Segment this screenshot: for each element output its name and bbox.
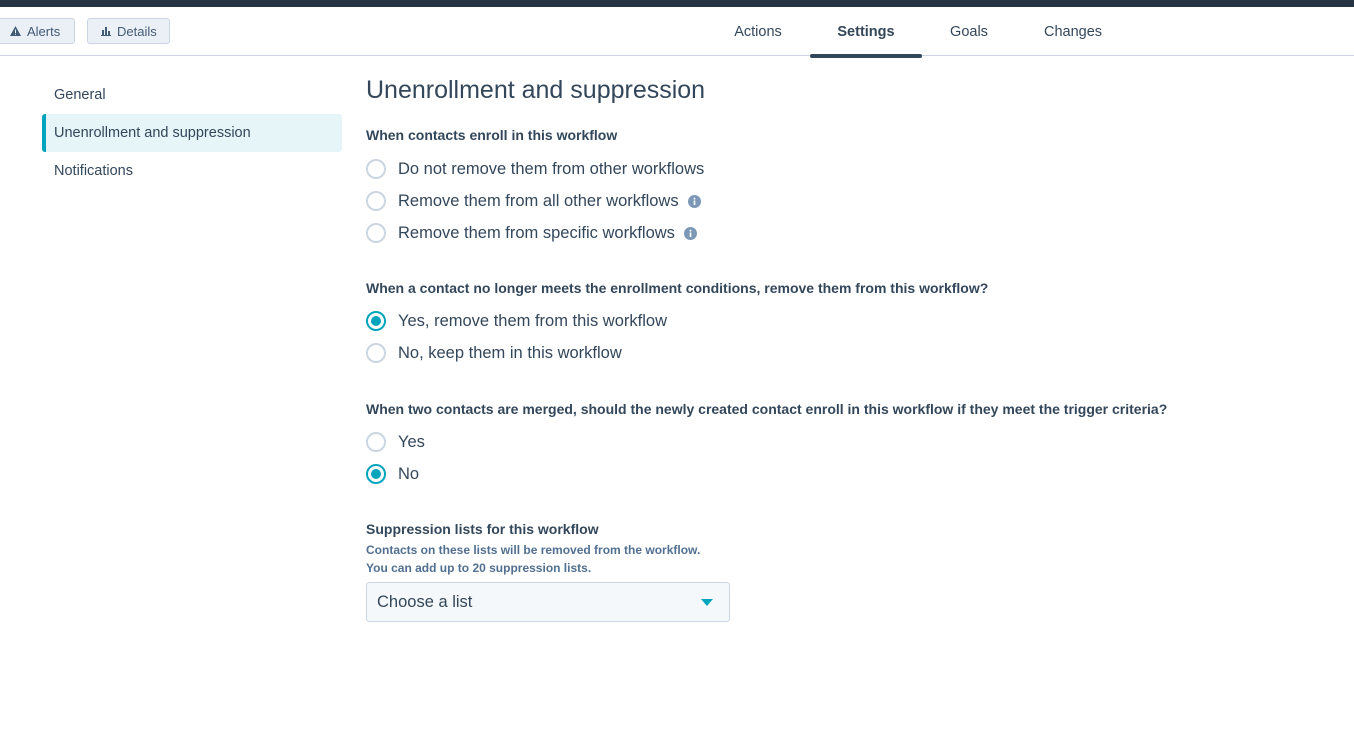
tab-goals-label: Goals [950,23,988,40]
radio-do-not-remove[interactable] [366,156,704,182]
sidebar-item-notifications[interactable] [42,152,342,190]
radio-button[interactable] [366,464,386,484]
radio-remove-specific[interactable] [366,220,697,246]
tab-actions-label: Actions [734,23,782,40]
suppression-list-select[interactable] [366,582,730,622]
radio-merge-no[interactable] [366,461,419,487]
radio-button[interactable] [366,191,386,211]
warning-icon [10,26,21,36]
workflow-header [0,7,1354,56]
radio-label: Remove them from specific workflows [398,223,675,242]
radio-merge-yes[interactable] [366,429,425,455]
tab-underline [810,54,922,58]
radio-label: Do not remove them from other workflows [398,159,705,178]
radio-button[interactable] [366,159,386,179]
tab-settings[interactable] [810,7,922,56]
radio-label: Yes [398,432,425,451]
details-button-label: Details [117,23,157,39]
settings-sidebar [42,76,342,190]
select-placeholder: Choose a list [377,592,473,611]
info-icon[interactable] [684,227,697,240]
radio-label: Remove them from all other workflows [398,191,679,210]
sidebar-item-label: Unenrollment and suppression [54,125,251,141]
tab-goals[interactable] [936,7,1002,56]
info-icon[interactable] [688,195,701,208]
radio-label: No [398,464,420,483]
sidebar-item-label: General [54,87,106,103]
tab-actions[interactable] [720,7,796,56]
caret-down-icon [701,599,713,606]
tab-settings-label: Settings [837,23,895,40]
radio-yes-remove[interactable] [366,308,667,334]
sidebar-item-label: Notifications [54,163,133,179]
suppression-help-text: Contacts on these lists will be removed from the workflow. [366,543,701,557]
merge-question-label: When two contacts are merged, should the newly created contact enroll in this workflow if they meet the trigger criteria? [366,401,1168,417]
radio-button[interactable] [366,432,386,452]
radio-label: Yes, remove them from this workflow [398,311,667,330]
radio-no-keep[interactable] [366,340,622,366]
details-button[interactable] [87,18,170,44]
tab-changes[interactable] [1030,7,1116,56]
radio-button[interactable] [366,223,386,243]
sidebar-item-unenrollment[interactable] [42,114,342,152]
radio-button[interactable] [366,343,386,363]
radio-remove-all[interactable] [366,188,701,214]
enroll-question-label: When contacts enroll in this workflow [366,127,618,143]
tab-changes-label: Changes [1043,23,1103,40]
suppression-help-text: You can add up to 20 suppression lists. [366,561,592,575]
radio-button[interactable] [366,311,386,331]
bar-chart-icon [101,26,111,36]
page-title: Unenrollment and suppression [366,76,706,104]
alerts-button-label: Alerts [27,23,61,39]
sidebar-item-general[interactable] [42,76,342,114]
alerts-button[interactable] [0,18,75,44]
top-nav-bar [0,0,1354,7]
radio-label: No, keep them in this workflow [398,343,622,362]
conditions-question-label: When a contact no longer meets the enrollment conditions, remove them from this workflow? [366,280,989,296]
suppression-label: Suppression lists for this workflow [366,521,599,537]
